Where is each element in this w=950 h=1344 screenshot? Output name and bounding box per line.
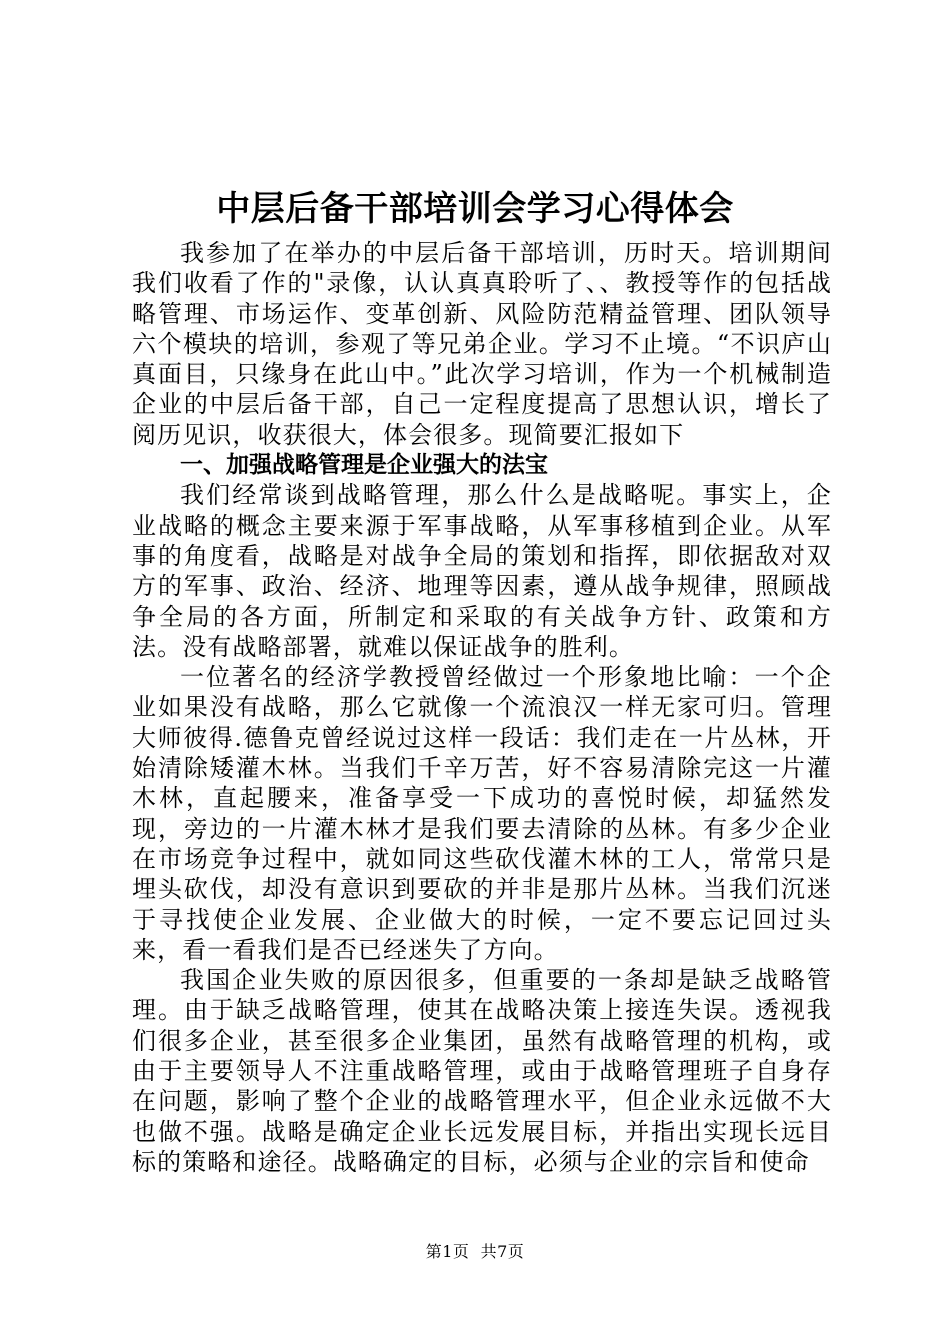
paragraph: 一位著名的经济学教授曾经做过一个形象地比喻：一个企业如果没有战略，那么它就像一个流浪汉一样无家可归。管理大师彼得.德鲁克曾经说过这样一段话：我们走在一片丛林，开始清除矮灌木林。当我们千辛万苦，好不容易清除完这一片灌木林，直起腰来，准备享受一下成功的喜悦时候，却猛然发现，旁边的一片灌木林才是我们要去清除的丛林。有多少企业在市场竞争过程中，就如同这些砍伐灌木林的工人，常常只是埋头砍伐，却没有意识到要砍的并非是那片丛林。当我们沉迷于寻找使企业发展、企业做大的时候，一定不要忘记回过头来，看一看我们是否已经迷失了方向。 <box>132 663 832 964</box>
document-title: 中层后备干部培训会学习心得体会 <box>216 189 734 229</box>
footer-spacer <box>469 1242 480 1261</box>
paragraph: 我国企业失败的原因很多，但重要的一条却是缺乏战略管理。由于缺乏战略管理，使其在战略决策上接连失误。透视我们很多企业，甚至很多企业集团，虽然有战略管理的机构，或由于主要领导人不注重战略管理，或由于战略管理班子自身存在问题，影响了整个企业的战略管理水平，但企业永远做不大也做不强。战略是确定企业长远发展目标，并指出实现长远目标的策略和途径。战略确定的目标，必须与企业的宗旨和使命 <box>132 966 832 1176</box>
page-total: 共7页 <box>480 1242 525 1261</box>
paragraph: 我参加了在举办的中层后备干部培训，历时天。培训期间我们收看了作的"录像，认认真真聆听了、、教授等作的包括战略管理、市场运作、变革创新、风险防范精益管理、团队领导六个模块的培训，参观了等兄弟企业。学习不止境。“不识庐山真面目，只缘身在此山中。”此次学习培训，作为一个机械制造企业的中层后备干部，自己一定程度提高了思想认识，增长了阅历见识，收获很大，体会很多。现简要汇报如下 <box>132 239 832 449</box>
section-heading: 一、加强战略管理是企业强大的法宝 <box>180 452 548 479</box>
document-body <box>132 238 832 1177</box>
page-number: 第1页 <box>425 1242 470 1261</box>
paragraph: 我们经常谈到战略管理，那么什么是战略呢。事实上，企业战略的概念主要来源于军事战略，从军事移植到企业。从军事的角度看，战略是对战争全局的策划和指挥，即依据敌对双方的军事、政治、经济、地理等因素，遵从战争规律，照顾战争全局的各方面，所制定和采取的有关战争方针、政策和方法。没有战略部署，就难以保证战争的胜利。 <box>132 481 832 661</box>
page-footer <box>0 1240 950 1264</box>
